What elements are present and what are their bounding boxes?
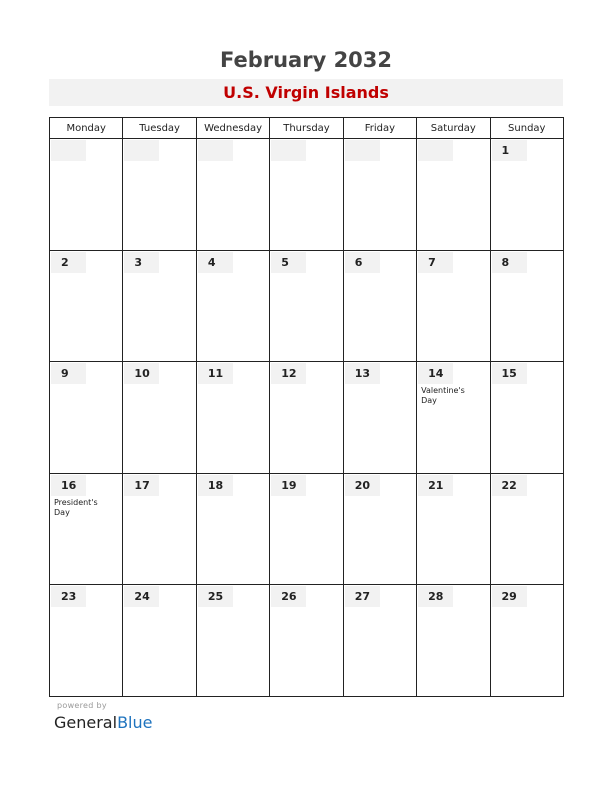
week-row [50, 139, 564, 251]
week-row [50, 362, 564, 474]
day-number: 25 [198, 586, 233, 607]
holiday-label: Valentine's Day [421, 386, 465, 405]
day-cell[interactable] [343, 250, 416, 362]
day-number [51, 140, 86, 161]
day-cell[interactable] [343, 473, 416, 585]
day-cell[interactable] [196, 585, 269, 697]
day-cell[interactable] [343, 585, 416, 697]
day-number: 26 [271, 586, 306, 607]
day-cell[interactable] [50, 139, 123, 251]
day-cell[interactable] [270, 139, 343, 251]
weekday-wednesday: Wednesday [196, 118, 269, 139]
day-cell[interactable] [123, 139, 196, 251]
day-cell[interactable] [270, 250, 343, 362]
day-number [271, 140, 306, 161]
week-row [50, 585, 564, 697]
day-number: 9 [51, 363, 86, 384]
day-cell[interactable] [417, 139, 490, 251]
powered-by-label: powered by [57, 701, 107, 710]
day-number: 16 [51, 475, 86, 496]
day-number: 28 [418, 586, 453, 607]
day-number: 20 [345, 475, 380, 496]
day-number: 14 [418, 363, 453, 384]
day-cell[interactable] [196, 473, 269, 585]
weekday-monday: Monday [50, 118, 123, 139]
weekday-saturday: Saturday [417, 118, 490, 139]
day-number: 11 [198, 363, 233, 384]
day-number: 29 [492, 586, 527, 607]
day-cell[interactable] [196, 139, 269, 251]
holiday-label: President's Day [54, 497, 98, 517]
day-cell[interactable] [123, 473, 196, 585]
brand-blue: Blue [117, 713, 153, 732]
day-cell[interactable] [490, 473, 563, 585]
day-number: 2 [51, 252, 86, 273]
day-cell[interactable] [417, 473, 490, 585]
weekday-friday: Friday [343, 118, 416, 139]
day-number [345, 140, 380, 161]
day-number: 7 [418, 252, 453, 273]
day-cell[interactable] [196, 362, 269, 474]
day-cell[interactable] [50, 362, 123, 474]
day-cell[interactable] [417, 585, 490, 697]
day-cell[interactable] [123, 362, 196, 474]
day-cell[interactable] [50, 250, 123, 362]
weekday-sunday: Sunday [490, 118, 563, 139]
day-number: 5 [271, 252, 306, 273]
day-cell[interactable] [490, 585, 563, 697]
day-cell[interactable] [196, 250, 269, 362]
day-cell[interactable] [417, 250, 490, 362]
day-cell[interactable] [490, 139, 563, 251]
day-cell[interactable] [123, 585, 196, 697]
day-number: 13 [345, 363, 380, 384]
day-number [418, 140, 453, 161]
day-cell[interactable] [490, 362, 563, 474]
day-number: 6 [345, 252, 380, 273]
day-number: 1 [492, 140, 527, 161]
region-banner [49, 79, 563, 106]
calendar-body [50, 139, 564, 697]
week-row [50, 473, 564, 585]
calendar-grid [49, 117, 564, 697]
day-cell[interactable] [270, 473, 343, 585]
day-number: 4 [198, 252, 233, 273]
day-number: 24 [124, 586, 159, 607]
weekday-tuesday: Tuesday [123, 118, 196, 139]
weekday-header-row [50, 118, 564, 139]
weekday-thursday: Thursday [270, 118, 343, 139]
day-number: 18 [198, 475, 233, 496]
day-cell[interactable] [343, 139, 416, 251]
day-number: 21 [418, 475, 453, 496]
day-number: 17 [124, 475, 159, 496]
day-number [198, 140, 233, 161]
week-row [50, 250, 564, 362]
day-number: 23 [51, 586, 86, 607]
day-cell[interactable] [50, 585, 123, 697]
day-number: 27 [345, 586, 380, 607]
day-cell[interactable] [270, 585, 343, 697]
day-number: 22 [492, 475, 527, 496]
day-number [124, 140, 159, 161]
day-cell[interactable] [417, 362, 490, 474]
generalblue-logo[interactable] [54, 713, 152, 733]
day-number: 12 [271, 363, 306, 384]
region-name: U.S. Virgin Islands [223, 83, 389, 102]
day-number: 3 [124, 252, 159, 273]
day-cell[interactable] [123, 250, 196, 362]
day-cell[interactable] [270, 362, 343, 474]
page-title: February 2032 [219, 48, 393, 72]
day-number: 15 [492, 363, 527, 384]
day-number: 8 [492, 252, 527, 273]
day-cell[interactable] [50, 473, 123, 585]
day-cell[interactable] [490, 250, 563, 362]
day-number: 10 [124, 363, 159, 384]
day-cell[interactable] [343, 362, 416, 474]
brand-general: General [54, 713, 118, 732]
day-number: 19 [271, 475, 306, 496]
